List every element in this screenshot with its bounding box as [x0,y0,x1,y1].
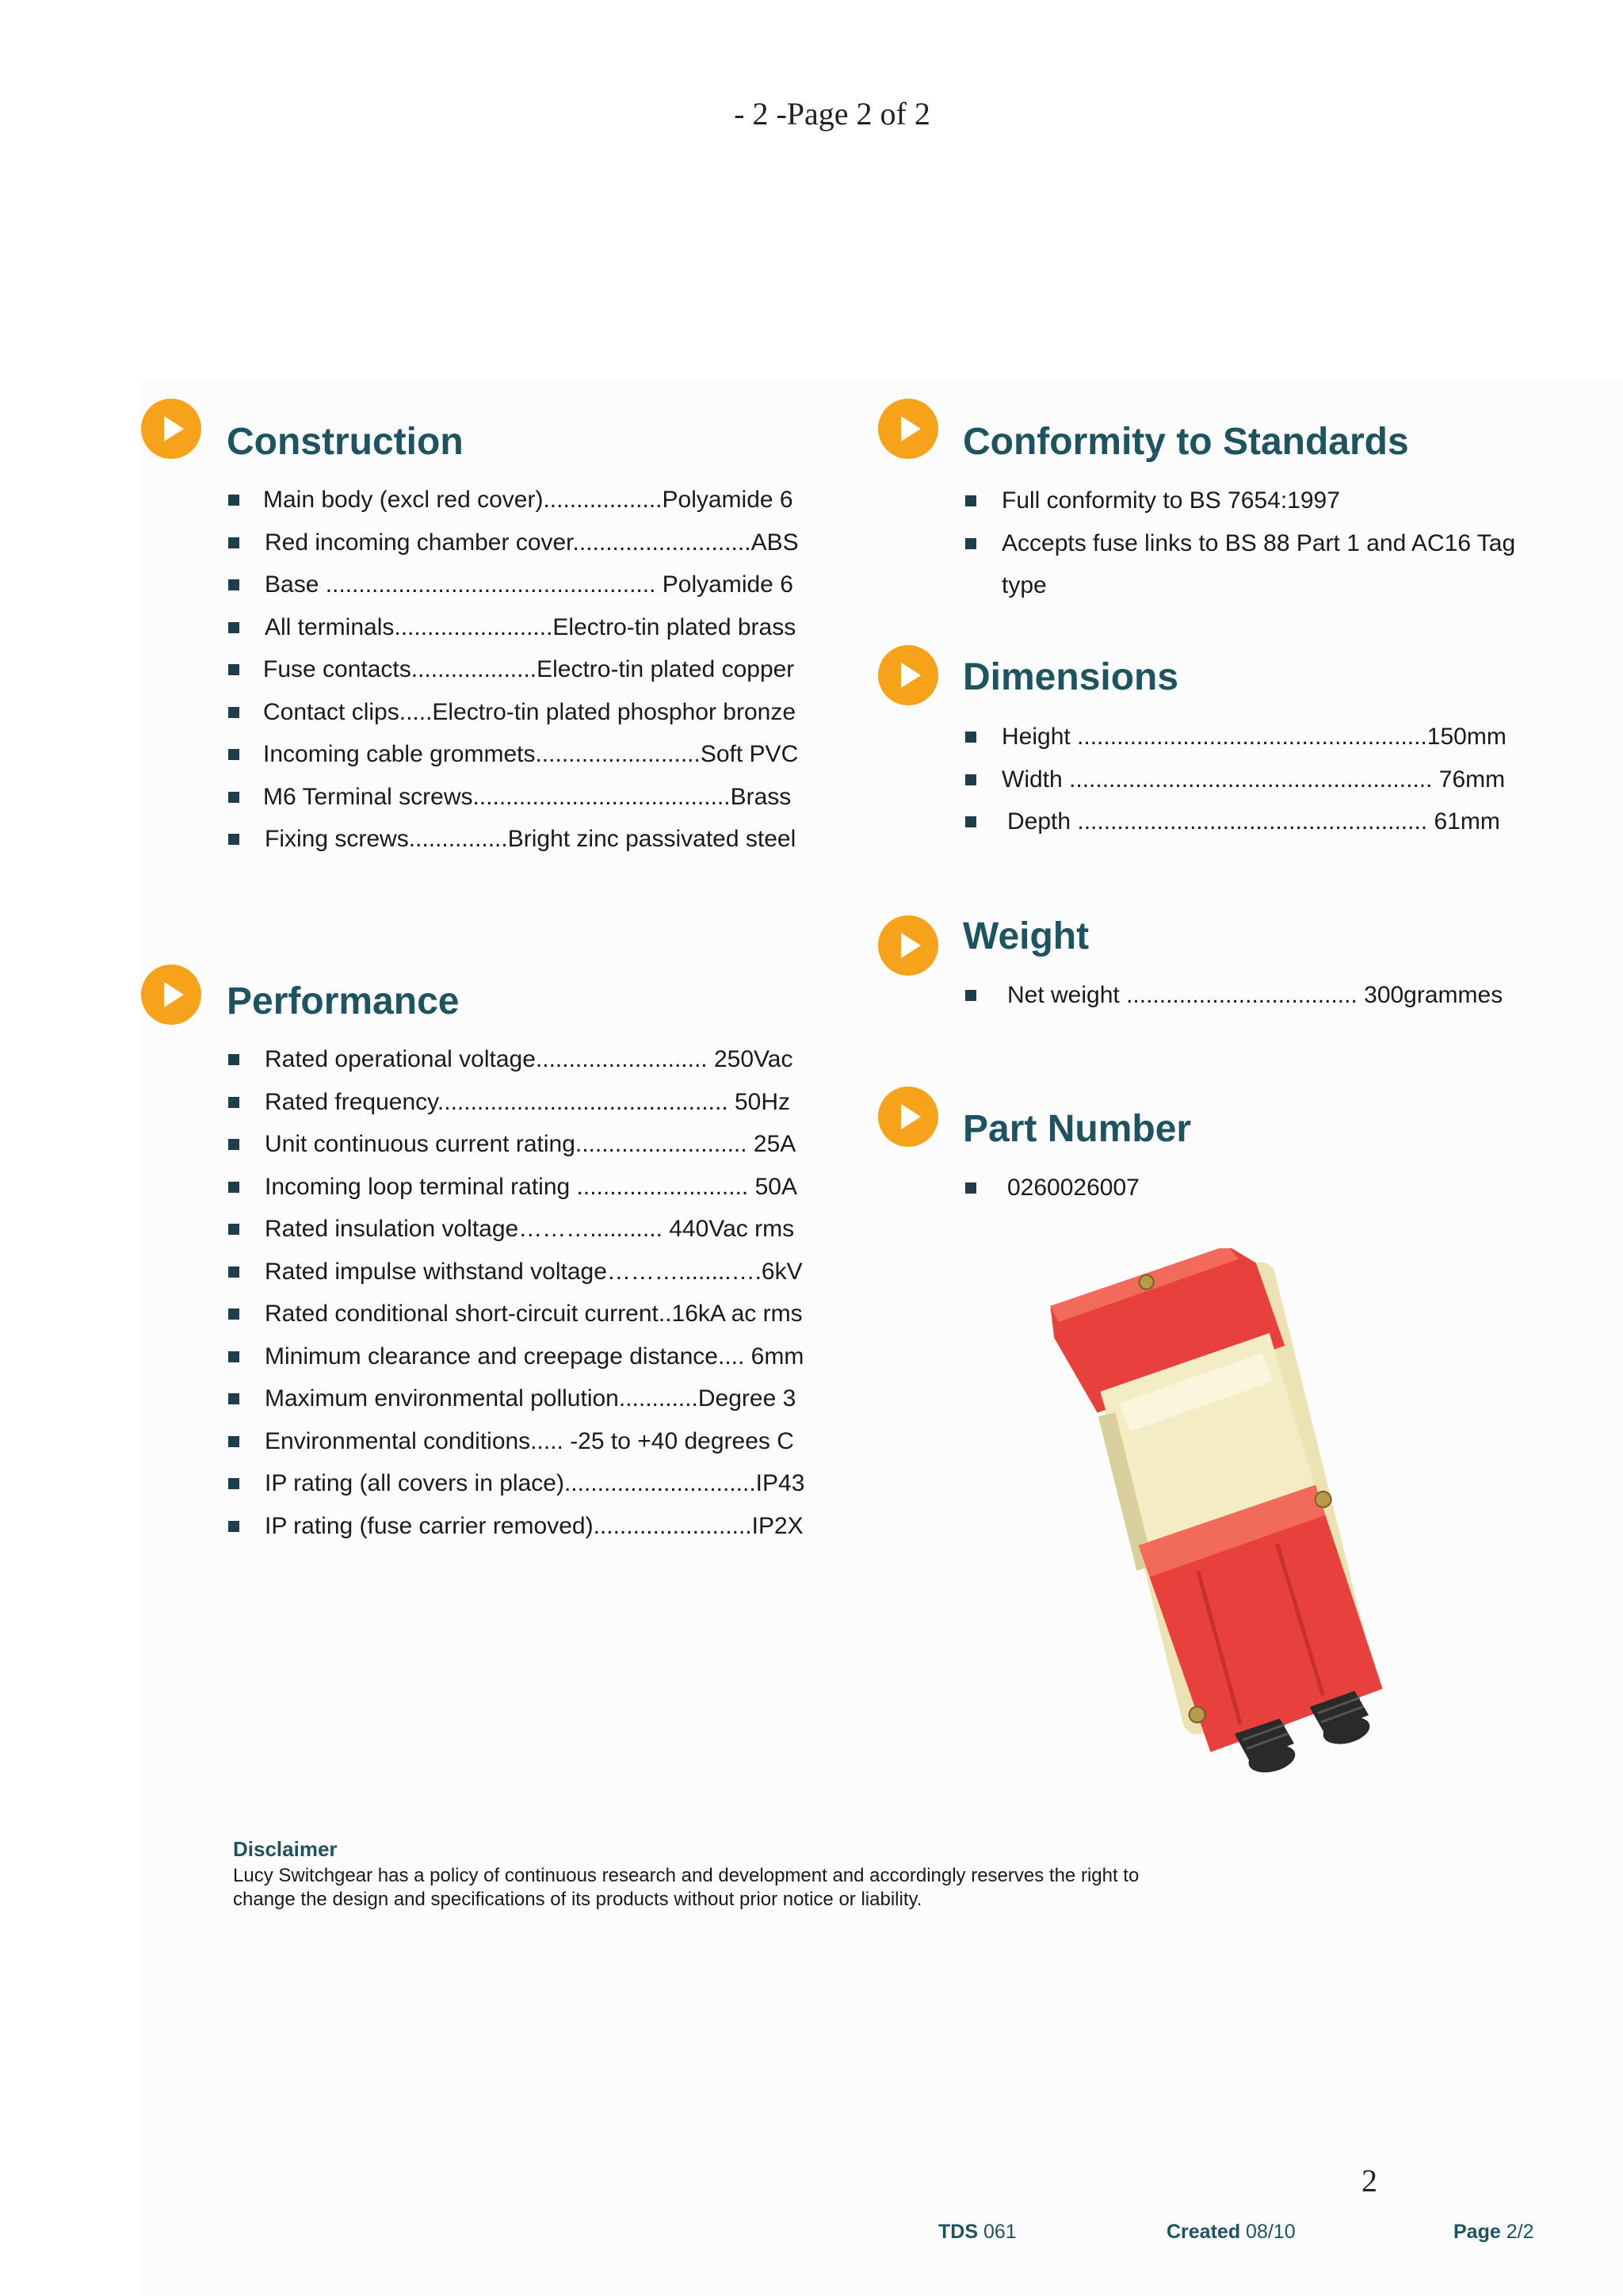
square-bullet-icon [228,1351,239,1362]
footer-tds-value: 061 [983,2221,1017,2243]
square-bullet-icon [228,537,239,548]
disclaimer-title: Disclaimer [233,1837,338,1861]
header-page-line: - 2 -Page 2 of 2 [734,96,930,132]
play-arrow-icon [878,645,938,705]
disclaimer-text: Lucy Switchgear has a policy of continuous research and development and accordingly reserves the right to change the design and specifications of its products without prior notice or liability. [233,1865,1140,1910]
square-bullet-icon [228,1054,239,1065]
dimensions-title: Dimensions [963,656,1179,698]
square-bullet-icon [228,622,239,633]
part-number-title: Part Number [963,1108,1192,1150]
square-bullet-icon [228,749,239,760]
square-bullet-icon [965,732,976,743]
weight-title: Weight [963,915,1090,957]
square-bullet-icon [965,538,976,549]
square-bullet-icon [228,664,239,675]
square-bullet-icon [228,1139,239,1150]
footer-page-label: Page [1453,2221,1501,2243]
construction-title: Construction [227,421,464,463]
square-bullet-icon [228,792,239,803]
square-bullet-icon [965,1182,976,1194]
conformity-title: Conformity to Standards [963,421,1409,463]
play-arrow-icon [878,915,938,976]
square-bullet-icon [228,579,239,590]
footer-created [1167,2221,1296,2244]
footer-created-value: 08/10 [1246,2221,1296,2243]
footer-created-label: Created [1167,2221,1241,2243]
square-bullet-icon [228,707,239,718]
page-number: 2 [1361,2163,1377,2199]
square-bullet-icon [228,1224,239,1235]
product-photo [1030,1248,1403,1779]
footer-tds [938,2221,1017,2244]
square-bullet-icon [228,1182,239,1193]
footer-tds-label: TDS [938,2221,978,2243]
square-bullet-icon [965,774,976,785]
square-bullet-icon [228,1266,239,1278]
square-bullet-icon [228,1436,239,1447]
play-arrow-icon [878,399,938,459]
square-bullet-icon [965,990,976,1001]
play-arrow-icon [141,399,201,459]
play-arrow-icon [141,965,201,1025]
footer-page [1453,2221,1533,2244]
play-arrow-icon [878,1087,938,1147]
square-bullet-icon [228,495,239,506]
square-bullet-icon [965,495,976,506]
square-bullet-icon [228,1097,239,1108]
square-bullet-icon [228,1521,239,1532]
square-bullet-icon [228,1393,239,1404]
square-bullet-icon [228,1308,239,1320]
footer-page-value: 2/2 [1506,2221,1534,2243]
square-bullet-icon [965,816,976,827]
performance-title: Performance [227,980,460,1022]
square-bullet-icon [228,834,239,845]
square-bullet-icon [228,1478,239,1489]
